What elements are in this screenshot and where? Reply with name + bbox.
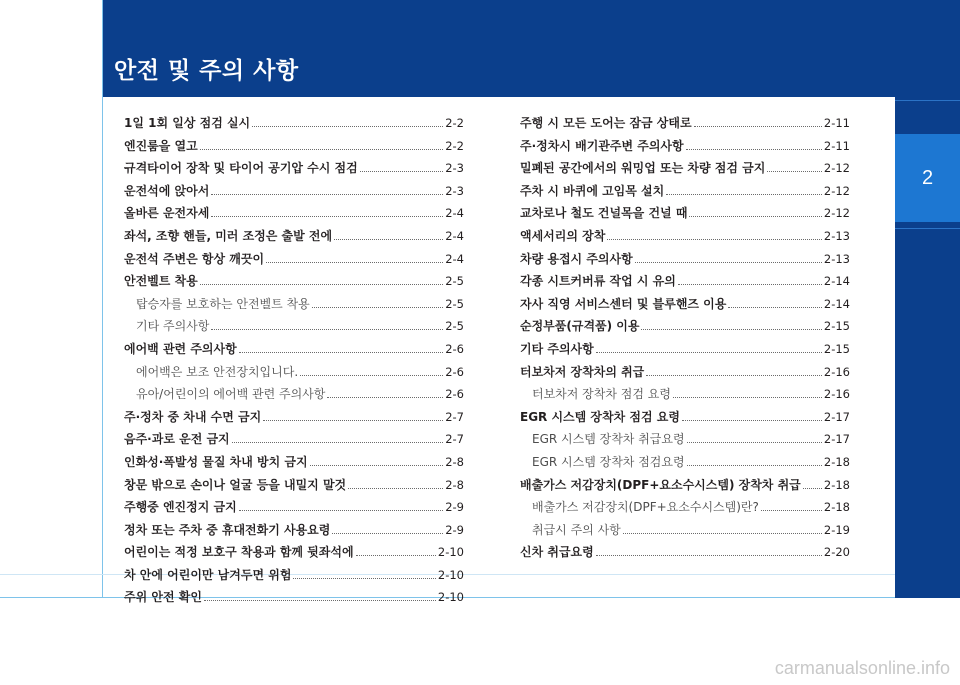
toc-leader-dots [204, 591, 436, 601]
watermark: carmanualsonline.info [774, 658, 950, 678]
toc-entry[interactable] [124, 588, 464, 611]
toc-entry-label: 주차 시 바퀴에 고임목 설치 [520, 183, 665, 198]
toc-leader-dots [263, 411, 443, 421]
toc-entry-label: 취급시 주의 사항 [532, 522, 621, 537]
toc-leader-dots [211, 185, 443, 195]
toc-leader-dots [607, 230, 822, 240]
toc-entry-label: 순정부품(규격품) 이용 [520, 319, 640, 334]
toc-entry-label: 기타 주의사항 [520, 341, 594, 356]
toc-entry-label: 밀폐된 공간에서의 워밍업 또는 차량 점검 금지 [520, 161, 766, 176]
toc-page-number: 2-8 [445, 477, 464, 492]
toc-leader-dots [239, 343, 444, 353]
toc-page-number: 2-10 [437, 567, 464, 582]
toc-entry-label: 차량 용접시 주의사항 [520, 251, 633, 266]
toc-leader-dots [596, 343, 822, 353]
toc-entry-label: 에어백 관련 주의사항 [124, 341, 237, 356]
toc-entry[interactable] [520, 250, 850, 273]
toc-entry[interactable] [124, 408, 464, 431]
toc-entry[interactable] [520, 182, 850, 205]
toc-entry[interactable] [124, 137, 464, 160]
toc-entry-label: 올바른 운전자세 [124, 206, 210, 221]
right-side-band [895, 0, 960, 598]
toc-leader-dots [641, 320, 821, 330]
toc-entry[interactable] [124, 182, 464, 205]
toc-subentry[interactable] [124, 363, 464, 386]
toc-leader-dots [252, 117, 443, 127]
toc-leader-dots [360, 162, 443, 172]
toc-page-number: 2-18 [823, 454, 850, 469]
toc-page-number: 2-15 [823, 341, 850, 356]
toc-entry-label: EGR 시스템 장착차 점검요령 [532, 454, 685, 469]
toc-leader-dots [266, 253, 443, 263]
toc-entry[interactable] [520, 159, 850, 182]
toc-entry-label: 좌석, 조향 핸들, 미러 조정은 출발 전에 [124, 228, 333, 243]
toc-page-number: 2-16 [823, 364, 850, 379]
toc-entry[interactable] [124, 340, 464, 363]
toc-entry[interactable] [520, 295, 850, 318]
toc-leader-dots [312, 298, 443, 308]
toc-entry-label: 터보차저 장착차의 취급 [520, 364, 645, 379]
chapter-tab[interactable] [895, 134, 960, 222]
toc-entry-label: 자사 직영 서비스센터 및 블루핸즈 이용 [520, 296, 727, 311]
toc-leader-dots [310, 456, 444, 466]
toc-entry[interactable] [124, 250, 464, 273]
left-margin-band [0, 0, 103, 598]
toc-leader-dots [232, 433, 444, 443]
toc-page-number: 2-10 [437, 545, 464, 560]
toc-page-number: 2-14 [823, 296, 850, 311]
toc-leader-dots [332, 524, 443, 534]
toc-right-column [520, 114, 850, 566]
toc-entry-label: 1일 1회 일상 점검 실시 [124, 116, 251, 130]
toc-entry-label: 각종 시트커버류 작업 시 유의 [520, 274, 676, 289]
toc-entry[interactable] [124, 498, 464, 521]
toc-page-number: 2-11 [823, 138, 850, 153]
toc-page-number: 2-5 [445, 274, 464, 289]
toc-subentry[interactable] [520, 453, 850, 476]
toc-entry-label: 기타 주의사항 [136, 319, 210, 334]
side-divider [895, 100, 960, 101]
toc-entry-label: 안전벨트 착용 [124, 274, 198, 289]
toc-leader-dots [803, 479, 822, 489]
toc-page-number: 2-12 [823, 161, 850, 176]
toc-page-number: 2-4 [445, 251, 464, 266]
toc-entry[interactable] [520, 476, 850, 499]
toc-page-number: 2-17 [823, 409, 850, 424]
toc-entry[interactable] [520, 340, 850, 363]
toc-page-number: 2-4 [445, 206, 464, 221]
toc-entry-label: 주행 시 모든 도어는 잠금 상태로 [520, 116, 692, 130]
toc-entry[interactable] [520, 204, 850, 227]
toc-entry[interactable] [520, 114, 850, 137]
toc-entry[interactable] [520, 272, 850, 295]
toc-leader-dots [728, 298, 822, 308]
toc-page-number: 2-6 [445, 364, 464, 379]
toc-entry-label: 주·정차시 배기관주변 주의사항 [520, 138, 684, 153]
toc-page-number: 2-9 [445, 522, 464, 537]
toc-page-number: 2-12 [823, 183, 850, 198]
toc-subentry[interactable] [124, 385, 464, 408]
toc-leader-dots [348, 479, 443, 489]
toc-page-number: 2-5 [445, 296, 464, 311]
toc-page-number: 2-7 [445, 409, 464, 424]
toc-page-number: 2-19 [823, 522, 850, 537]
toc-leader-dots [682, 411, 822, 421]
toc-page-number: 2-8 [445, 454, 464, 469]
toc-entry-label: 엔진룸을 열고 [124, 138, 198, 153]
toc-entry-label: 유아/어린이의 에어백 관련 주의사항 [136, 387, 326, 402]
toc-entry[interactable] [520, 227, 850, 250]
toc-entry[interactable] [124, 566, 464, 589]
toc-page-number: 2-3 [445, 183, 464, 198]
toc-leader-dots [646, 366, 822, 376]
toc-page-number: 2-13 [823, 228, 850, 243]
toc-leader-dots [211, 207, 443, 217]
toc-entry-label: 주행중 엔진정지 금지 [124, 500, 237, 515]
toc-page-number: 2-10 [437, 590, 464, 605]
toc-entry[interactable] [520, 363, 850, 386]
toc-subentry[interactable] [520, 498, 850, 521]
toc-subentry[interactable] [520, 430, 850, 453]
toc-leader-dots [200, 140, 443, 150]
toc-entry[interactable] [520, 543, 850, 566]
toc-leader-dots [327, 388, 443, 398]
toc-leader-dots [635, 253, 822, 263]
toc-entry[interactable] [124, 453, 464, 476]
toc-subentry[interactable] [520, 521, 850, 544]
toc-leader-dots [666, 185, 822, 195]
toc-page-number: 2-18 [823, 477, 850, 492]
toc-entry-label: 신차 취급요령 [520, 545, 594, 560]
toc-page-number: 2-3 [445, 161, 464, 176]
toc-entry[interactable] [124, 521, 464, 544]
toc-entry-label: 규격타이어 장착 및 타이어 공기압 수시 점검 [124, 161, 358, 176]
toc-entry[interactable] [124, 227, 464, 250]
toc-page-number: 2-6 [445, 387, 464, 402]
toc-entry-label: 교차로나 철도 건널목을 건널 때 [520, 206, 688, 221]
toc-entry[interactable] [520, 408, 850, 431]
toc-entry-label: 터보차저 장착차 점검 요령 [532, 387, 671, 402]
toc-leader-dots [239, 501, 444, 511]
chapter-number: 2 [921, 166, 934, 189]
toc-page-number: 2-6 [445, 341, 464, 356]
toc-entry-label: 액세서리의 장착 [520, 228, 606, 243]
toc-entry-label: 정차 또는 주차 중 휴대전화기 사용요령 [124, 522, 331, 537]
toc-leader-dots [334, 230, 443, 240]
toc-leader-dots [761, 501, 822, 511]
toc-leader-dots [687, 433, 822, 443]
toc-subentry[interactable] [124, 317, 464, 340]
toc-leader-dots [356, 546, 436, 556]
toc-page-number: 2-2 [445, 116, 464, 130]
toc-leader-dots [673, 388, 822, 398]
toc-page-number: 2-11 [823, 116, 850, 130]
toc-page-number: 2-2 [445, 138, 464, 153]
toc-leader-dots [694, 117, 822, 127]
toc-leader-dots [678, 275, 822, 285]
toc-page-number: 2-17 [823, 432, 850, 447]
toc-leader-dots [300, 366, 443, 376]
toc-entry-label: 주위 안전 확인 [124, 590, 202, 605]
toc-page-number: 2-9 [445, 500, 464, 515]
toc-page-number: 2-15 [823, 319, 850, 334]
toc-page-number: 2-7 [445, 432, 464, 447]
toc-entry[interactable] [124, 204, 464, 227]
toc-leader-dots [211, 320, 443, 330]
toc-entry[interactable] [124, 543, 464, 566]
toc-entry[interactable] [124, 114, 464, 137]
toc-entry[interactable] [124, 159, 464, 182]
toc-leader-dots [689, 207, 821, 217]
toc-entry-label: EGR 시스템 장착차 취급요령 [532, 432, 685, 447]
toc-entry[interactable] [520, 317, 850, 340]
toc-leader-dots [687, 456, 822, 466]
toc-page-number: 2-14 [823, 274, 850, 289]
toc-entry-label: 운전석에 앉아서 [124, 183, 210, 198]
toc-entry[interactable] [124, 430, 464, 453]
toc-entry[interactable] [520, 137, 850, 160]
toc-page-number: 2-18 [823, 500, 850, 515]
toc-page-number: 2-20 [823, 545, 850, 560]
toc-page-number: 2-5 [445, 319, 464, 334]
toc-page-number: 2-12 [823, 206, 850, 221]
page-title: 안전 및 주의 사항 [114, 58, 299, 84]
toc-page-number: 2-16 [823, 387, 850, 402]
toc-entry-label: 음주·과로 운전 금지 [124, 432, 230, 447]
toc-entry-label: 에어백은 보조 안전장치입니다. [136, 364, 299, 379]
toc-entry-label: 배출가스 저감장치(DPF+요소수시스템) 장착차 취급 [520, 477, 801, 492]
toc-page-number: 2-4 [445, 228, 464, 243]
toc-left-column [124, 114, 464, 611]
toc-entry-label: 운전석 주변은 항상 깨끗이 [124, 251, 265, 266]
toc-leader-dots [200, 275, 443, 285]
toc-leader-dots [293, 569, 435, 579]
toc-leader-dots [767, 162, 822, 172]
side-divider [895, 228, 960, 229]
toc-page-number: 2-13 [823, 251, 850, 266]
toc-subentry[interactable] [520, 385, 850, 408]
toc-entry[interactable] [124, 476, 464, 499]
toc-entry-label: 주·정차 중 차내 수면 금지 [124, 409, 262, 424]
toc-entry-label: 차 안에 어린이만 남겨두면 위험 [124, 567, 292, 582]
toc-entry-label: 탑승자를 보호하는 안전벨트 착용 [136, 296, 310, 311]
toc-entry[interactable] [124, 272, 464, 295]
toc-entry-label: 창문 밖으로 손이나 얼굴 등을 내밀지 말것 [124, 477, 347, 492]
toc-entry-label: 어린이는 적정 보호구 착용과 함께 뒷좌석에 [124, 545, 354, 560]
toc-subentry[interactable] [124, 295, 464, 318]
toc-entry-label: 인화성·폭발성 물질 차내 방치 금지 [124, 454, 308, 469]
toc-entry-label: 배출가스 저감장치(DPF+요소수시스템)란? [532, 500, 759, 515]
toc-leader-dots [596, 546, 822, 556]
toc-leader-dots [623, 524, 822, 534]
toc-entry-label: EGR 시스템 장착차 점검 요령 [520, 409, 680, 424]
toc-leader-dots [686, 140, 822, 150]
